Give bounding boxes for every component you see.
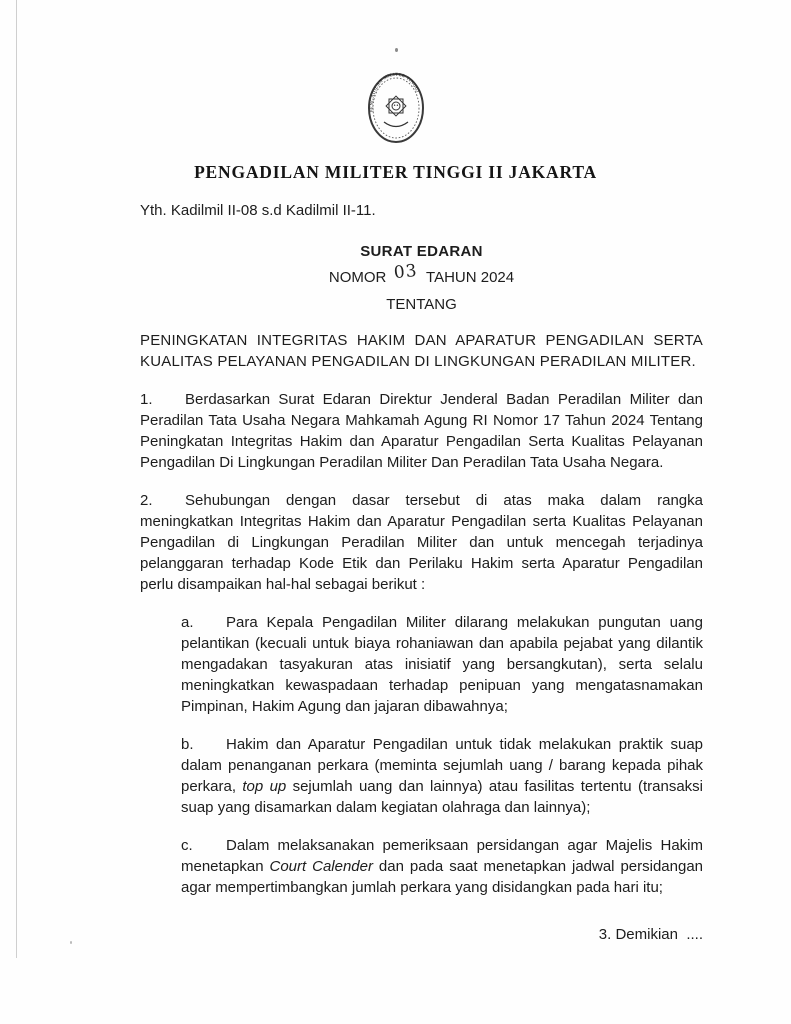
letterhead-logo-wrap <box>0 0 791 152</box>
item-label: b. <box>181 736 194 753</box>
subject-paragraph: PENINGKATAN INTEGRITAS HAKIM DAN APARATUR PENGADILAN SERTA KUALITAS PELAYANAN PENGADILAN DI LINGKUNGAN PERADILAN MILITER. <box>140 332 703 370</box>
paragraph-text: Sehubungan dengan dasar tersebut di atas maka dalam rangka meningkatkan Integritas Hakim dan Aparatur Pengadilan serta Kualitas Pelayanan Pengadilan di Lingkungan Peradilan Militer dan untuk mencegah terjadinya pelanggaran terhadap Kode Etik dan Perilaku Hakim serta Aparatur Pengadilan perlu disampaikan hal-hal sebagai berikut : <box>140 492 703 593</box>
scan-speck <box>70 941 72 944</box>
item-text-italic: top up <box>242 778 287 795</box>
seal-arc-text: PENGADILAN MILITER TINGGI <box>368 71 421 113</box>
doc-number-line <box>140 260 703 288</box>
item-text-italic: Court Calender <box>269 858 373 875</box>
list-item-a <box>181 612 703 717</box>
item-text: Para Kepala Pengadilan Militer dilarang melakukan pungutan uang pelantikan (kecuali untuk biaya rohaniawan dan apabila pejabat yang dilantik mengadakan tasyakuran atas inisiatif yang bersangkutan), serta selalu meningkatkan kewaspadaan terhadap penipuan yang mengatasnamakan Pimpinan, Hakim Agung dan jajaran dibawahnya; <box>181 614 703 715</box>
continuation-catchword: 3. Demikian .... <box>598 926 703 943</box>
letterhead-org-name: PENGADILAN MILITER TINGGI II JAKARTA <box>194 162 597 182</box>
item-label: a. <box>181 614 194 631</box>
doc-number-prefix: NOMOR <box>328 269 387 286</box>
item-text: sejumlah uang dan lainnya) atau fasilitas tertentu (transaksi suap yang disamarkan dalam kegiatan olahraga dan lainnya); <box>181 778 703 816</box>
scan-edge-line <box>16 0 17 958</box>
about-label: TENTANG <box>386 296 457 313</box>
item-text: Dalam melaksanakan pemeriksaan persidangan agar Majelis Hakim menetapkan <box>181 837 703 875</box>
doc-number-suffix: TAHUN 2024 <box>426 269 515 286</box>
court-seal-icon <box>358 70 434 146</box>
paragraph-1 <box>140 389 703 473</box>
paragraph-number: 1. <box>140 391 153 408</box>
item-text: Hakim dan Aparatur Pengadilan untuk tidak melakukan praktik suap dalam penanganan perkara (meminta sejumlah uang / barang kepada pihak perkara, <box>181 736 703 795</box>
doc-number-value: 03 <box>393 260 419 284</box>
item-text: dan pada saat menetapkan jadwal persidangan agar mempertimbangkan jumlah perkara yang disidangkan pada hari itu; <box>181 858 704 896</box>
addressee-line: Yth. Kadilmil II-08 s.d Kadilmil II-11. <box>140 202 376 219</box>
paragraph-text: Berdasarkan Surat Edaran Direktur Jenderal Badan Peradilan Militer dan Peradilan Tata Usaha Negara Mahkamah Agung RI Nomor 17 Tahun 2024 Tentang Peningkatan Integritas Hakim dan Aparatur Pengadilan Serta Kualitas Pelayanan Pengadilan Di Lingkungan Peradilan Militer Dan Peradilan Tata Usaha Negara. <box>140 391 703 471</box>
doc-heading <box>140 241 703 315</box>
paragraph-2 <box>140 490 703 595</box>
scan-speck <box>395 48 398 52</box>
sub-item-list <box>181 612 703 898</box>
item-label: c. <box>181 837 193 854</box>
doc-type-title: SURAT EDARAN <box>360 243 483 260</box>
list-item-c <box>181 835 703 898</box>
list-item-b <box>181 734 703 818</box>
paragraph-number: 2. <box>140 492 153 509</box>
